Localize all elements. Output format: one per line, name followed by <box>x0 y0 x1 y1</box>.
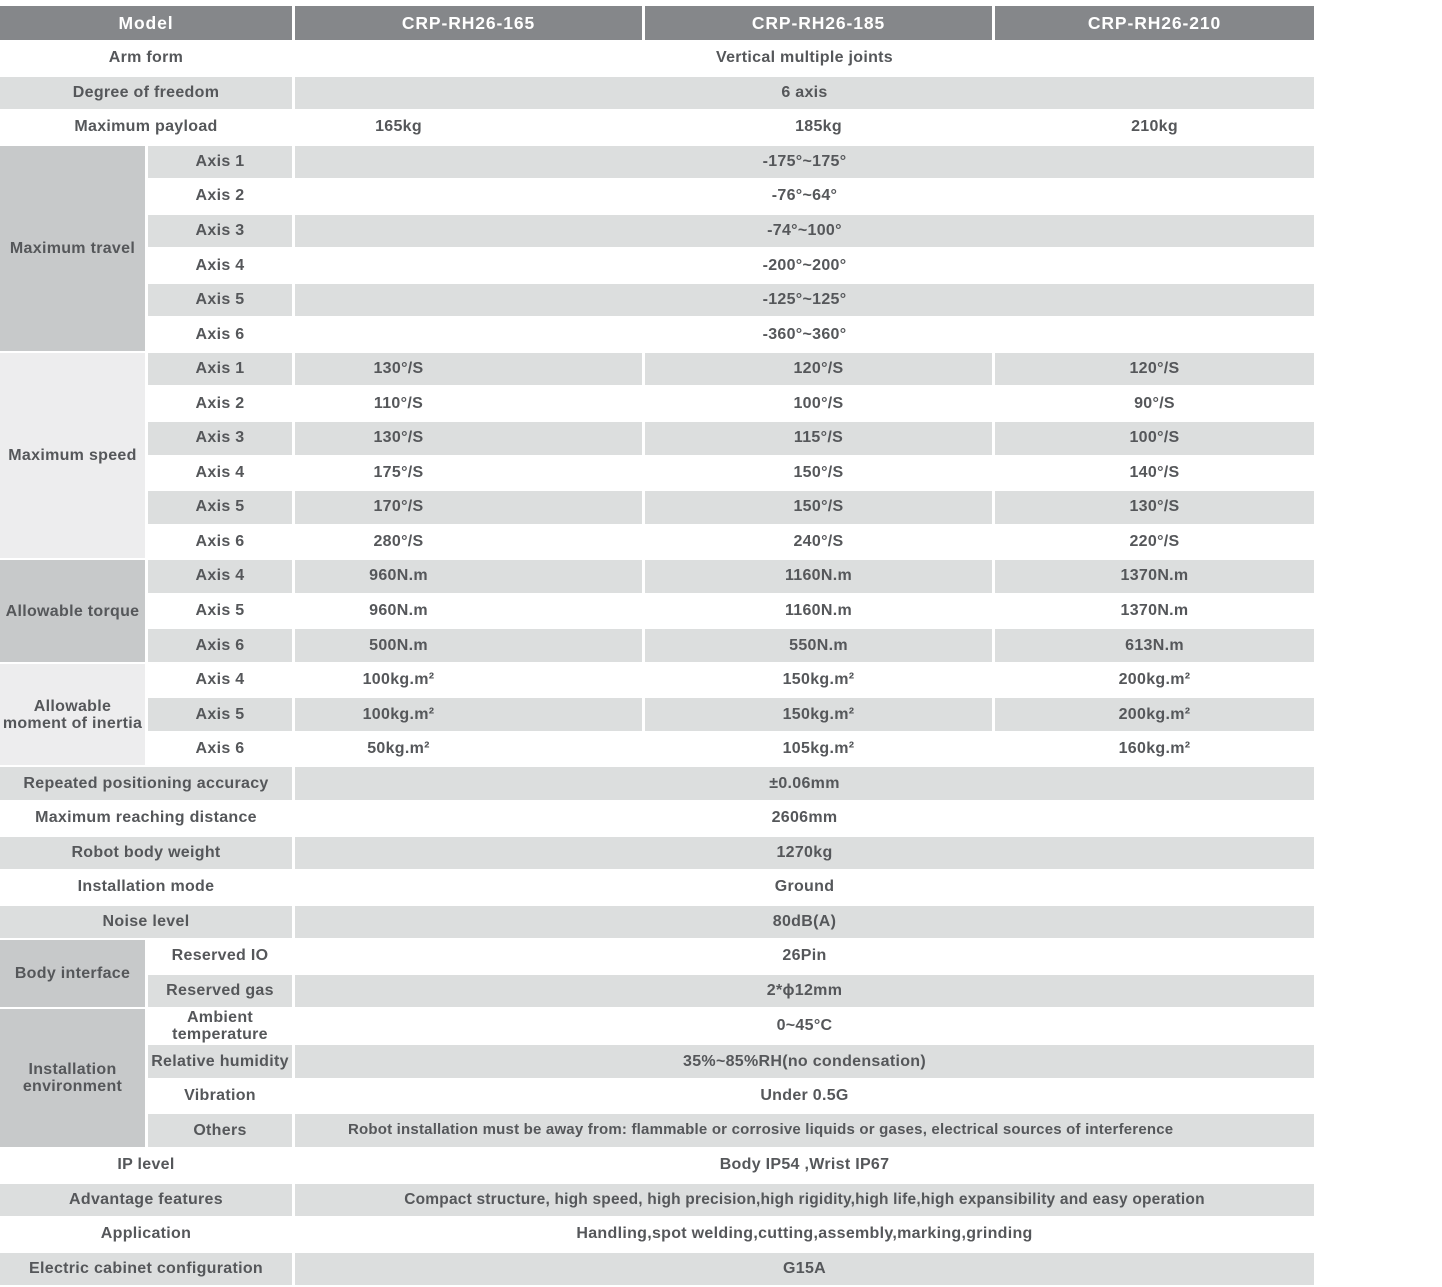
header-model-label: Model <box>0 6 295 42</box>
spec-label: Robot body weight <box>0 837 295 872</box>
spec-value: Body IP54 ,Wrist IP67 <box>295 1149 1317 1184</box>
spec-value: Handling,spot welding,cutting,assembly,marking,grinding <box>295 1218 1317 1253</box>
spec-value: 150kg.m² <box>645 698 995 733</box>
axis-label: Axis 6 <box>148 629 295 664</box>
row-degree-of-freedom <box>0 77 1317 112</box>
row-installation-mode <box>0 871 1317 906</box>
group-label-body-interface: Body interface <box>0 940 148 1009</box>
spec-value: 160kg.m² <box>995 733 1317 768</box>
spec-value: 140°/S <box>995 457 1317 492</box>
spec-value: 130°/S <box>295 422 645 457</box>
spec-label: Degree of freedom <box>0 77 295 112</box>
spec-value: 35%~85%RH(no condensation) <box>295 1045 1317 1080</box>
spec-label: Arm form <box>0 42 295 77</box>
row-inertia-axis-6 <box>0 733 1317 768</box>
row-noise-level <box>0 906 1317 941</box>
spec-sublabel: Others <box>148 1114 295 1149</box>
row-speed-axis-1 <box>0 353 1317 388</box>
row-application <box>0 1218 1317 1253</box>
row-torque-axis-4 <box>0 560 1317 595</box>
row-ip-level <box>0 1149 1317 1184</box>
spec-sublabel: Relative humidity <box>148 1045 295 1080</box>
spec-sublabel: Vibration <box>148 1080 295 1115</box>
group-label-maximum-travel: Maximum travel <box>0 146 148 353</box>
axis-label: Axis 6 <box>148 733 295 768</box>
spec-value: Under 0.5G <box>295 1080 1317 1115</box>
spec-value: 500N.m <box>295 629 645 664</box>
row-maximum-reaching-distance <box>0 802 1317 837</box>
spec-value: -200°~200° <box>295 249 1317 284</box>
spec-value: 210kg <box>995 111 1317 146</box>
header-model-165: CRP-RH26-165 <box>295 6 645 42</box>
axis-label: Axis 2 <box>148 387 295 422</box>
axis-label: Axis 6 <box>148 318 295 353</box>
spec-value: 1270kg <box>295 837 1317 872</box>
row-torque-axis-5 <box>0 595 1317 630</box>
spec-value: 100°/S <box>995 422 1317 457</box>
axis-label: Axis 3 <box>148 215 295 250</box>
axis-label: Axis 5 <box>148 491 295 526</box>
row-robot-body-weight <box>0 837 1317 872</box>
spec-value: 150°/S <box>645 491 995 526</box>
row-travel-axis-2 <box>0 180 1317 215</box>
row-electric-cabinet-configuration <box>0 1253 1317 1287</box>
axis-label: Axis 5 <box>148 595 295 630</box>
group-label-allowable-moment-of-inertia: Allowable moment of inertia <box>0 664 148 768</box>
spec-value: 80dB(A) <box>295 906 1317 941</box>
spec-label: Maximum payload <box>0 111 295 146</box>
spec-value: -125°~125° <box>295 284 1317 319</box>
spec-value: 150°/S <box>645 457 995 492</box>
spec-value: Ground <box>295 871 1317 906</box>
spec-value: 150kg.m² <box>645 664 995 699</box>
row-travel-axis-5 <box>0 284 1317 319</box>
spec-sublabel: Reserved gas <box>148 975 295 1010</box>
spec-value: 550N.m <box>645 629 995 664</box>
spec-label: Electric cabinet configuration <box>0 1253 295 1287</box>
spec-value: ±0.06mm <box>295 767 1317 802</box>
row-vibration <box>0 1080 1317 1115</box>
axis-label: Axis 4 <box>148 664 295 699</box>
spec-value: 130°/S <box>995 491 1317 526</box>
spec-sublabel: Reserved IO <box>148 940 295 975</box>
spec-value: 220°/S <box>995 526 1317 561</box>
row-advantage-features <box>0 1184 1317 1219</box>
axis-label: Axis 5 <box>148 284 295 319</box>
spec-value: 1370N.m <box>995 560 1317 595</box>
axis-label: Axis 5 <box>148 698 295 733</box>
spec-value: 200kg.m² <box>995 664 1317 699</box>
spec-value: 100kg.m² <box>295 664 645 699</box>
spec-value: 613N.m <box>995 629 1317 664</box>
spec-value: 2606mm <box>295 802 1317 837</box>
table-header-row <box>0 6 1317 42</box>
row-arm-form <box>0 42 1317 77</box>
robot-spec-table <box>0 6 1317 1287</box>
row-speed-axis-2 <box>0 387 1317 422</box>
spec-value: 170°/S <box>295 491 645 526</box>
row-inertia-axis-5 <box>0 698 1317 733</box>
row-travel-axis-3 <box>0 215 1317 250</box>
spec-value: 960N.m <box>295 595 645 630</box>
spec-value: 960N.m <box>295 560 645 595</box>
spec-value: 1370N.m <box>995 595 1317 630</box>
axis-label: Axis 6 <box>148 526 295 561</box>
spec-value: -74°~100° <box>295 215 1317 250</box>
spec-value: 6 axis <box>295 77 1317 112</box>
row-speed-axis-5 <box>0 491 1317 526</box>
spec-value: G15A <box>295 1253 1317 1287</box>
spec-value: 175°/S <box>295 457 645 492</box>
row-relative-humidity <box>0 1045 1317 1080</box>
spec-label: Installation mode <box>0 871 295 906</box>
spec-value: 200kg.m² <box>995 698 1317 733</box>
spec-value: 115°/S <box>645 422 995 457</box>
row-others <box>0 1114 1317 1149</box>
spec-value: 0~45°C <box>295 1009 1317 1045</box>
spec-value: 280°/S <box>295 526 645 561</box>
row-ambient-temperature <box>0 1009 1317 1045</box>
spec-value: 185kg <box>645 111 995 146</box>
group-label-allowable-torque: Allowable torque <box>0 560 148 664</box>
row-travel-axis-4 <box>0 249 1317 284</box>
spec-sublabel: Ambient temperature <box>148 1009 295 1045</box>
spec-value: 50kg.m² <box>295 733 645 768</box>
header-model-185: CRP-RH26-185 <box>645 6 995 42</box>
spec-label: Advantage features <box>0 1184 295 1219</box>
spec-value: 130°/S <box>295 353 645 388</box>
row-reserved-io <box>0 940 1317 975</box>
axis-label: Axis 3 <box>148 422 295 457</box>
spec-value: 2*ϕ12mm <box>295 975 1317 1010</box>
row-reserved-gas <box>0 975 1317 1010</box>
spec-label: Maximum reaching distance <box>0 802 295 837</box>
row-speed-axis-3 <box>0 422 1317 457</box>
spec-value: Compact structure, high speed, high precision,high rigidity,high life,high expansibility and easy operation <box>295 1184 1317 1219</box>
spec-value: 100kg.m² <box>295 698 645 733</box>
axis-label: Axis 4 <box>148 249 295 284</box>
row-travel-axis-6 <box>0 318 1317 353</box>
spec-value: -175°~175° <box>295 146 1317 181</box>
spec-value: 1160N.m <box>645 595 995 630</box>
row-speed-axis-6 <box>0 526 1317 561</box>
spec-value: 240°/S <box>645 526 995 561</box>
group-label-installation-environment: Installation environment <box>0 1009 148 1149</box>
spec-value: Robot installation must be away from: flammable or corrosive liquids or gases, electrical sources of interference <box>295 1114 1317 1149</box>
spec-value: 105kg.m² <box>645 733 995 768</box>
spec-value: 1160N.m <box>645 560 995 595</box>
spec-value: 90°/S <box>995 387 1317 422</box>
row-inertia-axis-4 <box>0 664 1317 699</box>
group-label-maximum-speed: Maximum speed <box>0 353 148 560</box>
spec-value: Vertical multiple joints <box>295 42 1317 77</box>
axis-label: Axis 4 <box>148 560 295 595</box>
spec-value: 165kg <box>295 111 645 146</box>
spec-value: 26Pin <box>295 940 1317 975</box>
spec-value: 120°/S <box>995 353 1317 388</box>
axis-label: Axis 1 <box>148 353 295 388</box>
header-model-210: CRP-RH26-210 <box>995 6 1317 42</box>
row-repeated-positioning-accuracy <box>0 767 1317 802</box>
spec-value: 110°/S <box>295 387 645 422</box>
spec-label: IP level <box>0 1149 295 1184</box>
spec-value: -76°~64° <box>295 180 1317 215</box>
row-torque-axis-6 <box>0 629 1317 664</box>
axis-label: Axis 2 <box>148 180 295 215</box>
spec-value: 120°/S <box>645 353 995 388</box>
row-travel-axis-1 <box>0 146 1317 181</box>
axis-label: Axis 1 <box>148 146 295 181</box>
spec-label: Noise level <box>0 906 295 941</box>
spec-label: Application <box>0 1218 295 1253</box>
spec-value: -360°~360° <box>295 318 1317 353</box>
spec-label: Repeated positioning accuracy <box>0 767 295 802</box>
axis-label: Axis 4 <box>148 457 295 492</box>
spec-value: 100°/S <box>645 387 995 422</box>
row-speed-axis-4 <box>0 457 1317 492</box>
row-maximum-payload <box>0 111 1317 146</box>
